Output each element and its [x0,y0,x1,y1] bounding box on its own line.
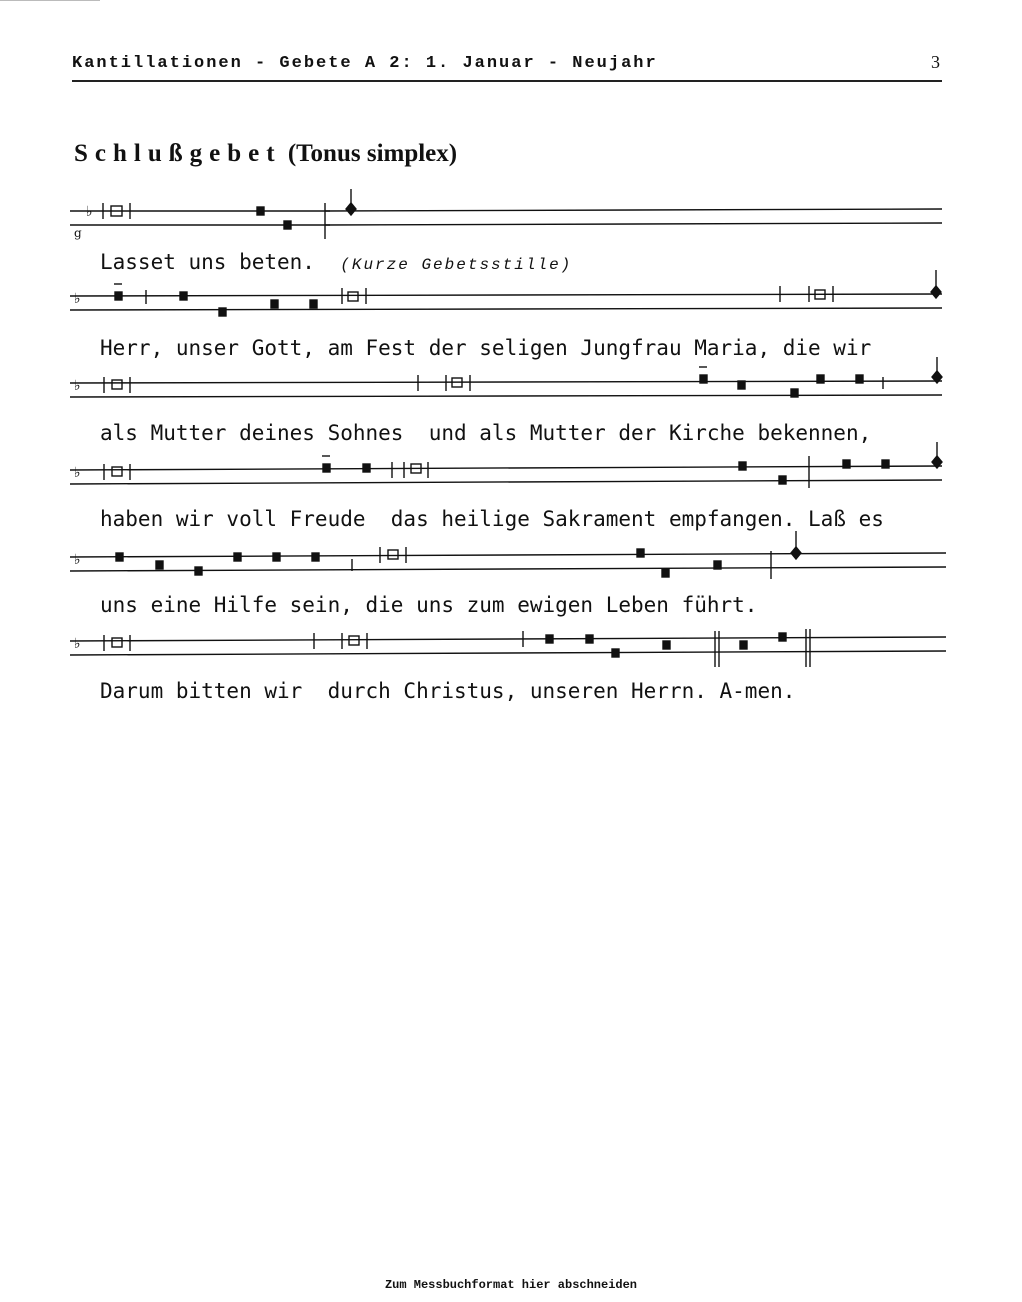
section-title-main: Schlußgebet [74,140,282,167]
svg-text:♭: ♭ [74,465,81,481]
chant-staff-5 [70,527,950,587]
header-title: Kantillationen - Gebete A 2: 1. Januar - Neujahr [72,54,658,73]
section-title [74,140,457,168]
svg-text:♭: ♭ [74,552,81,568]
svg-text:♭: ♭ [74,636,81,652]
lyric-line-6: Darum bitten wir durch Christus, unseren Herrn. A-men. [100,679,796,703]
lyric-line-2: Herr, unser Gott, am Fest der seligen Jungfrau Maria, die wir [100,336,872,360]
svg-text:g: g [74,226,82,240]
pause-instruction: (Kurze Gebetsstille) [340,256,573,274]
svg-text:♭: ♭ [74,378,81,394]
svg-text:♭: ♭ [86,204,93,220]
cut-instruction: Zum Messbuchformat hier abschneiden [384,1278,638,1292]
chant-staff-6 [70,613,950,673]
lyric-line-3: als Mutter deines Sohnes und als Mutter der Kirche bekennen, [100,421,872,445]
chant-staff-4 [70,440,950,500]
lyric-line-5: uns eine Hilfe sein, die uns zum ewigen Leben führt. [100,593,758,617]
page-number: 3 [931,52,940,72]
section-title-mode: (Tonus simplex) [287,140,458,167]
svg-text:♭: ♭ [74,291,81,307]
chant-staff-3 [70,355,950,415]
chant-staff-1 [70,185,950,245]
lyric-line-4: haben wir voll Freude das heilige Sakrament empfangen. Laß es [100,507,884,531]
lyric-text-1: Lasset uns beten. [100,250,315,274]
page-header [72,52,942,82]
cut-mark-line [0,0,100,1]
chant-staff-2 [70,268,950,328]
